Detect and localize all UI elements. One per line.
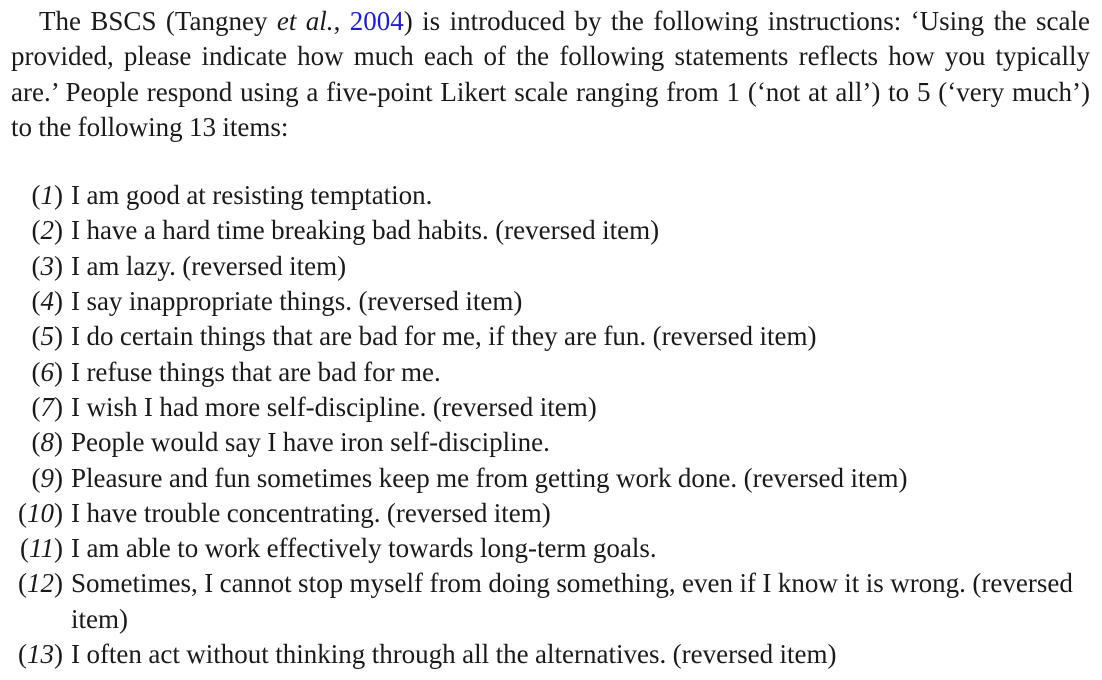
item-text: I refuse things that are bad for me.	[71, 356, 441, 387]
item-number: (2)	[31, 215, 63, 246]
item-text: I have trouble concentrating. (reversed item)	[71, 497, 551, 528]
item-text: Sometimes, I cannot stop myself from doing something, even if I know it is wrong. (reversed item)	[71, 568, 1073, 634]
list-item	[11, 178, 1090, 213]
list-item	[11, 496, 1090, 531]
item-number: (4)	[31, 286, 63, 317]
item-text: I am lazy. (reversed item)	[71, 250, 347, 281]
item-number: (9)	[31, 462, 63, 493]
item-number: (1)	[31, 180, 63, 211]
item-number: (12)	[18, 568, 63, 599]
item-number: (6)	[31, 356, 63, 387]
item-text: I do certain things that are bad for me, if they are fun. (reversed item)	[71, 321, 817, 352]
intro-paragraph	[11, 4, 1090, 145]
item-number: (3)	[31, 250, 63, 281]
list-item	[11, 390, 1090, 425]
list-item	[11, 531, 1090, 566]
list-item	[11, 425, 1090, 460]
item-text: People would say I have iron self-discipline.	[71, 427, 550, 458]
item-text: I am able to work effectively towards long-term goals.	[71, 533, 657, 564]
list-item	[11, 566, 1090, 637]
item-text: I say inappropriate things. (reversed item)	[71, 286, 523, 317]
item-number: (10)	[18, 497, 63, 528]
item-text: I wish I had more self-discipline. (reversed item)	[71, 391, 597, 422]
list-item	[11, 213, 1090, 248]
item-text: I often act without thinking through all the alternatives. (reversed item)	[71, 639, 837, 670]
list-item	[11, 319, 1090, 354]
citation-year-link[interactable]: 2004	[349, 6, 404, 36]
item-text: Pleasure and fun sometimes keep me from getting work done. (reversed item)	[71, 462, 908, 493]
item-number: (13)	[18, 639, 63, 670]
list-item	[11, 249, 1090, 284]
list-item	[11, 461, 1090, 496]
item-text: I have a hard time breaking bad habits. (reversed item)	[71, 215, 660, 246]
item-number: (5)	[31, 321, 63, 352]
item-number: (11)	[20, 533, 63, 564]
bscs-item-list	[11, 178, 1090, 672]
citation-etal: et al.	[276, 6, 334, 36]
item-number: (8)	[31, 427, 63, 458]
item-text: I am good at resisting temptation.	[71, 180, 433, 211]
list-item	[11, 355, 1090, 390]
intro-text-start: The BSCS (Tangney	[39, 6, 277, 36]
intro-comma: ,	[333, 6, 350, 36]
intro-text-rest: ) is introduced by the following instructions: ‘Using the scale provided, please indicate how much each of the following statements reflects how you typically are.’ People respond using a five-point Likert scale ranging from 1 (‘not at all’) to 5 (‘very much’) to the following 13 items:	[11, 6, 1090, 142]
list-item	[11, 284, 1090, 319]
item-number: (7)	[31, 391, 63, 422]
list-item	[11, 637, 1090, 672]
